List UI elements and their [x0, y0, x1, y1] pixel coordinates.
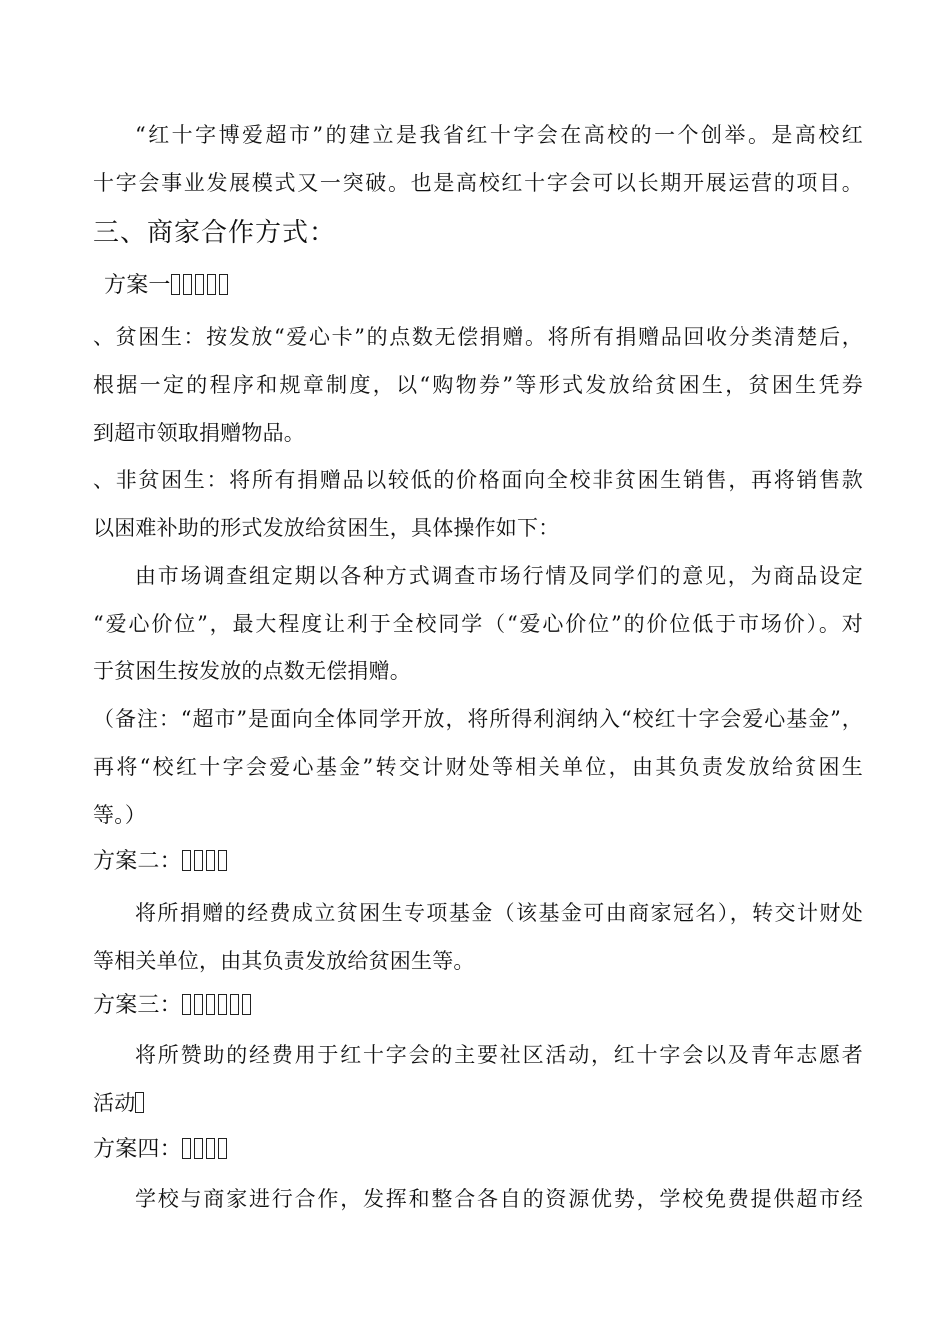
survey-line-2: “爱心价位”，最大程度让利于全校同学（“爱心价位”的价位低于市场价）。对 — [93, 612, 863, 636]
plan-2-line-2: 等相关单位，由其负责发放给贫困生等。 — [93, 949, 475, 973]
plan-3-line-2-text: 活动 — [93, 1091, 136, 1115]
note-line-2: 再将“校红十字会爱心基金”转交计财处等相关单位，由其负责发放给贫困生 — [93, 755, 863, 779]
plan-4-line-1: 学校与商家进行合作，发挥和整合各自的资源优势，学校免费提供超市经 — [135, 1187, 863, 1211]
plan-4-heading — [93, 1134, 863, 1165]
non-poor-student-line-1: 、非贫困生：将所有捐赠品以较低的价格面向全校非贫困生销售，再将销售款 — [93, 468, 863, 492]
plan-4-label: 方案四： — [93, 1137, 182, 1162]
missing-glyph-boxes — [182, 846, 230, 876]
plan-3-line-2 — [93, 1088, 863, 1118]
plan-1-heading — [104, 270, 874, 301]
missing-glyph-boxes — [171, 270, 231, 300]
intro-paragraph-line-2: 十字会事业发展模式又一突破。也是高校红十字会可以长期开展运营的项目。 — [93, 171, 863, 195]
missing-glyph-boxes — [182, 1134, 230, 1164]
section-3-heading: 三、商家合作方式： — [93, 218, 337, 248]
note-line-1: （备注：“超市”是面向全体同学开放，将所得利润纳入“校红十字会爱心基金”， — [93, 707, 863, 731]
poor-student-line-3: 到超市领取捐赠物品。 — [93, 421, 305, 445]
missing-glyph-boxes — [182, 990, 254, 1020]
poor-student-line-1: 、贫困生：按发放“爱心卡”的点数无偿捐赠。将所有捐赠品回收分类清楚后， — [93, 325, 863, 349]
survey-line-1: 由市场调查组定期以各种方式调查市场行情及同学们的意见，为商品设定 — [135, 564, 863, 588]
plan-3-label: 方案三： — [93, 993, 182, 1018]
plan-2-label: 方案二： — [93, 849, 182, 874]
plan-3-line-1: 将所赞助的经费用于红十字会的主要社区活动，红十字会以及青年志愿者 — [135, 1043, 863, 1067]
poor-student-line-2: 根据一定的程序和规章制度，以“购物券”等形式发放给贫困生，贫困生凭券 — [93, 373, 863, 397]
plan-3-heading — [93, 990, 863, 1021]
plan-1-label: 方案一 — [104, 273, 171, 298]
missing-glyph-box — [135, 1088, 147, 1118]
plan-2-line-1: 将所捐赠的经费成立贫困生专项基金（该基金可由商家冠名），转交计财处 — [135, 901, 863, 925]
survey-line-3: 于贫困生按发放的点数无偿捐赠。 — [93, 659, 411, 683]
plan-2-heading — [93, 846, 863, 877]
non-poor-student-line-2: 以困难补助的形式发放给贫困生，具体操作如下： — [93, 516, 560, 540]
intro-paragraph-line-1: “红十字博爱超市”的建立是我省红十字会在高校的一个创举。是高校红 — [135, 123, 863, 147]
note-line-3: 等。） — [93, 803, 147, 827]
